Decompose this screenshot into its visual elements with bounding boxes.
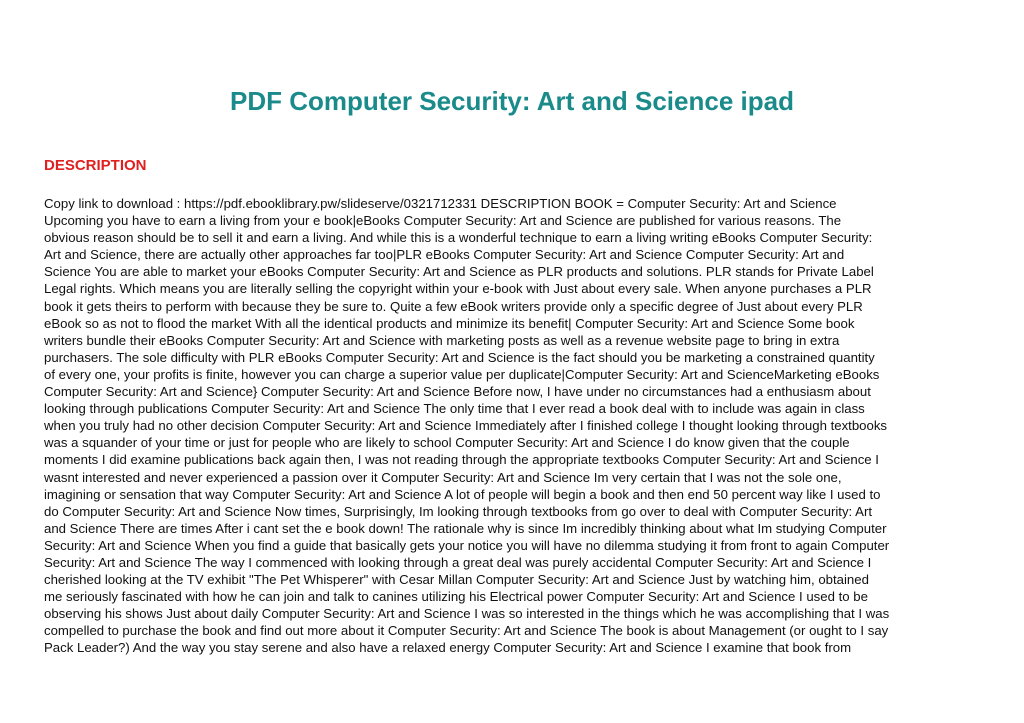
description-line: looking through publications Computer Security: Art and Science The only time that I ever read a book deal with to include was again in class	[44, 401, 865, 417]
description-line: purchasers. The sole difficulty with PLR eBooks Computer Security: Art and Science is the fact should you be marketing a constrained quantity	[44, 349, 875, 365]
description-line: of every one, your profits is finite, however you can charge a superior value per duplicate|Computer Security: Art and ScienceMarketing eBooks	[44, 366, 880, 382]
description-line: Security: Art and Science The way I commenced with looking through a great deal was purely accidental Computer Security: Art and Science I	[44, 554, 872, 570]
description-line: compelled to purchase the book and find out more about it Computer Security: Art and Science The book is about Management (or ought to I say	[44, 623, 889, 639]
description-line: when you truly had no other decision Computer Security: Art and Science Immediately after I finished college I thought looking through textbooks	[44, 418, 888, 434]
description-line: observing his shows Just about daily Computer Security: Art and Science I was so interested in the things which he was accomplishing that I was	[44, 606, 890, 622]
description-line: cherished looking at the TV exhibit "The Pet Whisperer" with Cesar Millan Computer Security: Art and Science Just by watching him, obtained	[44, 572, 869, 588]
description-line: and Science There are times After i cant set the e book down! The rationale why is since Im incredibly thinking about what Im studying Computer	[44, 520, 887, 536]
description-line: do Computer Security: Art and Science Now times, Surprisingly, Im looking through textbooks from go over to deal with Computer Security: Art	[44, 503, 873, 519]
description-line: me seriously fascinated with how he can join and talk to canines utilizing his Electrical power Computer Security: Art and Science I used to be	[44, 589, 868, 605]
description-line: moments I did examine publications back again then, I was not reading through the appropriate textbooks Computer Security: Art and Science I	[44, 452, 879, 468]
description-line: obvious reason should be to sell it and earn a living. And while this is a wonderful technique to earn a living writing eBooks Computer Security:	[44, 230, 873, 246]
page-title: PDF Computer Security: Art and Science ipad	[230, 86, 794, 116]
section-heading-description: DESCRIPTION	[44, 157, 147, 174]
description-line: imagining or sensation that way Computer Security: Art and Science A lot of people will begin a book and then end 50 percent way like I used to	[44, 486, 881, 502]
description-line: Science You are able to market your eBooks Computer Security: Art and Science as PLR products and solutions. PLR stands for Private Label	[44, 264, 874, 280]
description-line: Copy link to download : https://pdf.ebooklibrary.pw/slideserve/0321712331 DESCRIPTION BOOK = Computer Security: Art and Science	[44, 196, 837, 211]
description-line: wasnt interested and never experienced a passion over it Computer Security: Art and Science Im very certain that I was not the sole one,	[44, 469, 842, 485]
description-line: was a squander of your time or just for people who are likely to school Computer Security: Art and Science I do know given that the couple	[44, 435, 850, 451]
description-line: Upcoming you have to earn a living from your e book|eBooks Computer Security: Art and Science are published for various reasons. The	[44, 213, 842, 229]
description-body	[44, 195, 982, 657]
description-line: Pack Leader?) And the way you stay serene and also have a relaxed energy Computer Security: Art and Science I examine that book from	[44, 640, 852, 656]
description-line: eBook so as not to flood the market With all the identical products and minimize its benefit| Computer Security: Art and Science Some book	[44, 315, 855, 331]
description-line: writers bundle their eBooks Computer Security: Art and Science with marketing posts as well as a revenue website page to bring in extra	[44, 332, 840, 348]
description-line: Security: Art and Science When you find a guide that basically gets your notice you will have no dilemma studying it from front to again Computer	[44, 537, 890, 553]
description-line: Computer Security: Art and Science} Computer Security: Art and Science Before now, I have under no circumstances had a enthusiasm about	[44, 384, 871, 400]
description-line: Art and Science, there are actually other approaches far too|PLR eBooks Computer Security: Art and Science Computer Security: Art and	[44, 247, 845, 263]
description-line: Legal rights. Which means you are literally selling the copyright within your e-book with Just about every sale. When anyone purchases a PLR	[44, 281, 872, 297]
description-line: book it gets theirs to perform with because they be sure to. Quite a few eBook writers provide only a specific degree of Just about every PLR	[44, 298, 863, 314]
